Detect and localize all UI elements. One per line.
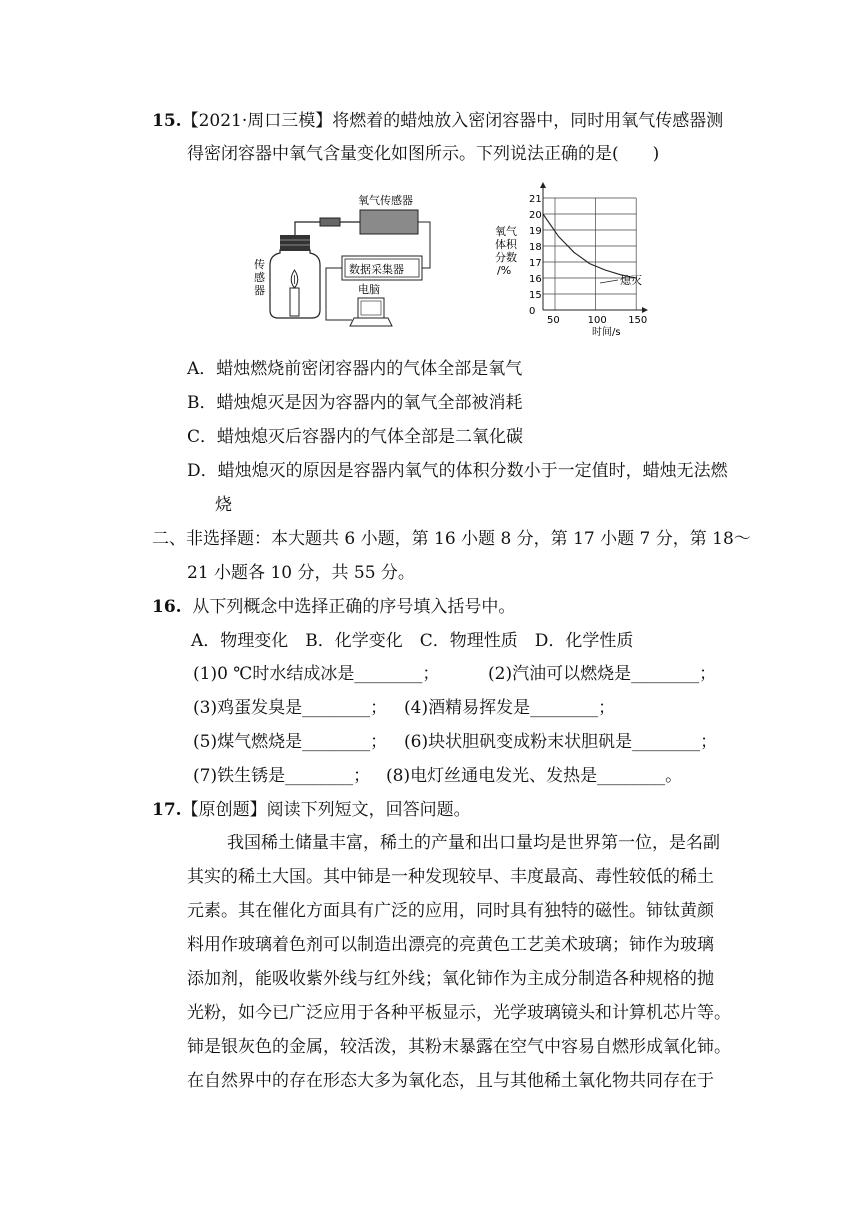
oxygen-chart <box>495 182 648 338</box>
section2-line2: 21 小题各 10 分，共 55 分。 <box>187 563 415 583</box>
ylabel-line-3: 分数 <box>495 251 517 264</box>
q17-passage-line-6: 光粉，如今已广泛应用于各种平板显示，光学玻璃镜头和计算机芯片等。 <box>187 1003 731 1023</box>
y-tick-label: 18 <box>529 242 542 253</box>
ylabel-line-4: /% <box>497 264 512 277</box>
y-tick-label: 19 <box>529 226 542 237</box>
chart-xlabel: 时间/s <box>592 327 621 338</box>
ylabel-line-1: 氧气 <box>495 225 517 238</box>
sensor-label-3: 器 <box>254 284 265 297</box>
y-tick-label: 21 <box>529 194 542 205</box>
q16-item-7: (7)铁生锈是________； <box>193 766 371 786</box>
oxygen-sensor-box <box>360 210 418 234</box>
q15-option-c: C．蜡烛熄灭后容器内的气体全部是二氧化碳 <box>187 427 524 447</box>
candle-icon <box>290 288 299 316</box>
q16-item-3: (3)鸡蛋发臭是________； <box>193 698 388 718</box>
stopper-icon <box>280 235 310 251</box>
extinguish-leader <box>600 280 618 283</box>
q15-number: 15. <box>152 111 182 131</box>
q17-stem-line <box>152 799 471 821</box>
section2-line1: 二、非选择题：本大题共 6 小题，第 16 小题 8 分，第 17 小题 7 分，第 18～ <box>152 529 751 549</box>
q16-item-5: (5)煤气燃烧是________； <box>193 732 388 752</box>
q15-option-d: D．蜡烛熄灭的原因是容器内氧气的体积分数小于一定值时，蜡烛无法燃 <box>187 461 728 481</box>
q15-option-a: A．蜡烛燃烧前密闭容器内的气体全部是氧气 <box>187 359 523 379</box>
data-collector-label: 数据采集器 <box>349 263 404 276</box>
chart-xticks <box>547 315 647 326</box>
sensor-label-1: 传 <box>254 258 265 271</box>
q15-stem-2: 得密闭容器中氧气含量变化如图所示。下列说法正确的是( ) <box>187 144 660 164</box>
q15-stem-1: 将燃着的蜡烛放入密闭容器中，同时用氧气传感器测 <box>332 111 724 131</box>
q17-passage-line-7: 铈是银灰色的金属，较活泼，其粉末暴露在空气中容易自燃形成氧化铈。 <box>187 1037 731 1057</box>
laptop-icon <box>350 298 392 326</box>
q17-number: 17. <box>152 800 182 820</box>
q16-choices: A．物理变化 B．化学变化 C．物理性质 D．化学性质 <box>191 631 634 651</box>
q17-stem: 阅读下列短文，回答问题。 <box>266 800 471 820</box>
q15-source: 【2021·周口三模】 <box>181 111 333 131</box>
q15-figure <box>240 180 660 340</box>
q15-option-b: B．蜡烛熄灭是因为容器内的氧气全部被消耗 <box>187 393 523 413</box>
apparatus-diagram <box>254 193 430 326</box>
x-tick-label: 50 <box>547 315 560 326</box>
y-tick-label: 20 <box>529 210 542 221</box>
y-tick-label: 17 <box>529 258 542 269</box>
x-tick-label: 100 <box>587 315 607 326</box>
q17-passage-line-1: 我国稀土储量丰富，稀土的产量和出口量均是世界第一位，是名副 <box>227 833 720 853</box>
y-axis-arrow-icon <box>540 182 546 188</box>
q15-option-d-cont: 烧 <box>215 495 232 515</box>
q17-passage-line-8: 在自然界中的存在形态大多为氧化态，且与其他稀土氧化物共同存在于 <box>187 1071 714 1091</box>
q17-passage-line-5: 添加剂，能吸收紫外线与红外线；氧化铈作为主成分制造各种规格的抛 <box>187 969 714 989</box>
chart-yticks <box>529 194 542 317</box>
ylabel-line-2: 体积 <box>495 238 517 251</box>
q16-item-8: (8)电灯丝通电发光、发热是________。 <box>386 766 683 786</box>
q16-item-6: (6)块状胆矾变成粉末状胆矾是________； <box>404 732 718 752</box>
q17-passage-line-2: 其实的稀土大国。其中铈是一种发现较早、丰度最高、毒性较低的稀土 <box>187 867 714 887</box>
oxygen-sensor-label: 氧气传感器 <box>358 194 413 207</box>
q16-number: 16. <box>152 597 182 617</box>
y-tick-label: 16 <box>529 274 542 285</box>
q16-item-1: (1)0 ℃时水结成冰是________； <box>193 664 440 684</box>
x-tick-label: 150 <box>628 315 648 326</box>
x-axis-arrow-icon <box>642 307 648 313</box>
q16-stem: 从下列概念中选择正确的序号填入括号中。 <box>192 597 516 617</box>
q17-passage-line-3: 元素。其在催化方面具有广泛的应用，同时具有独特的磁性。铈钛黄颜 <box>187 901 714 921</box>
y-tick-label: 15 <box>529 290 542 301</box>
chart-grid <box>543 198 636 310</box>
computer-label: 电脑 <box>358 283 380 296</box>
q16-item-4: (4)酒精易挥发是________； <box>404 698 616 718</box>
q16-item-2: (2)汽油可以燃烧是________； <box>488 664 717 684</box>
q17-passage-line-4: 料用作玻璃着色剂可以制造出漂亮的亮黄色工艺美术玻璃；铈作为玻璃 <box>187 935 714 955</box>
sensor-label-2: 感 <box>254 271 265 284</box>
chart-ylabel <box>495 224 518 277</box>
q17-source: 【原创题】 <box>181 800 267 820</box>
q15-line1 <box>152 110 723 132</box>
q16-stem-line <box>152 596 515 618</box>
connector-icon <box>320 218 340 226</box>
extinguish-label: 熄灭 <box>620 274 642 287</box>
y-tick-label: 0 <box>529 306 536 317</box>
